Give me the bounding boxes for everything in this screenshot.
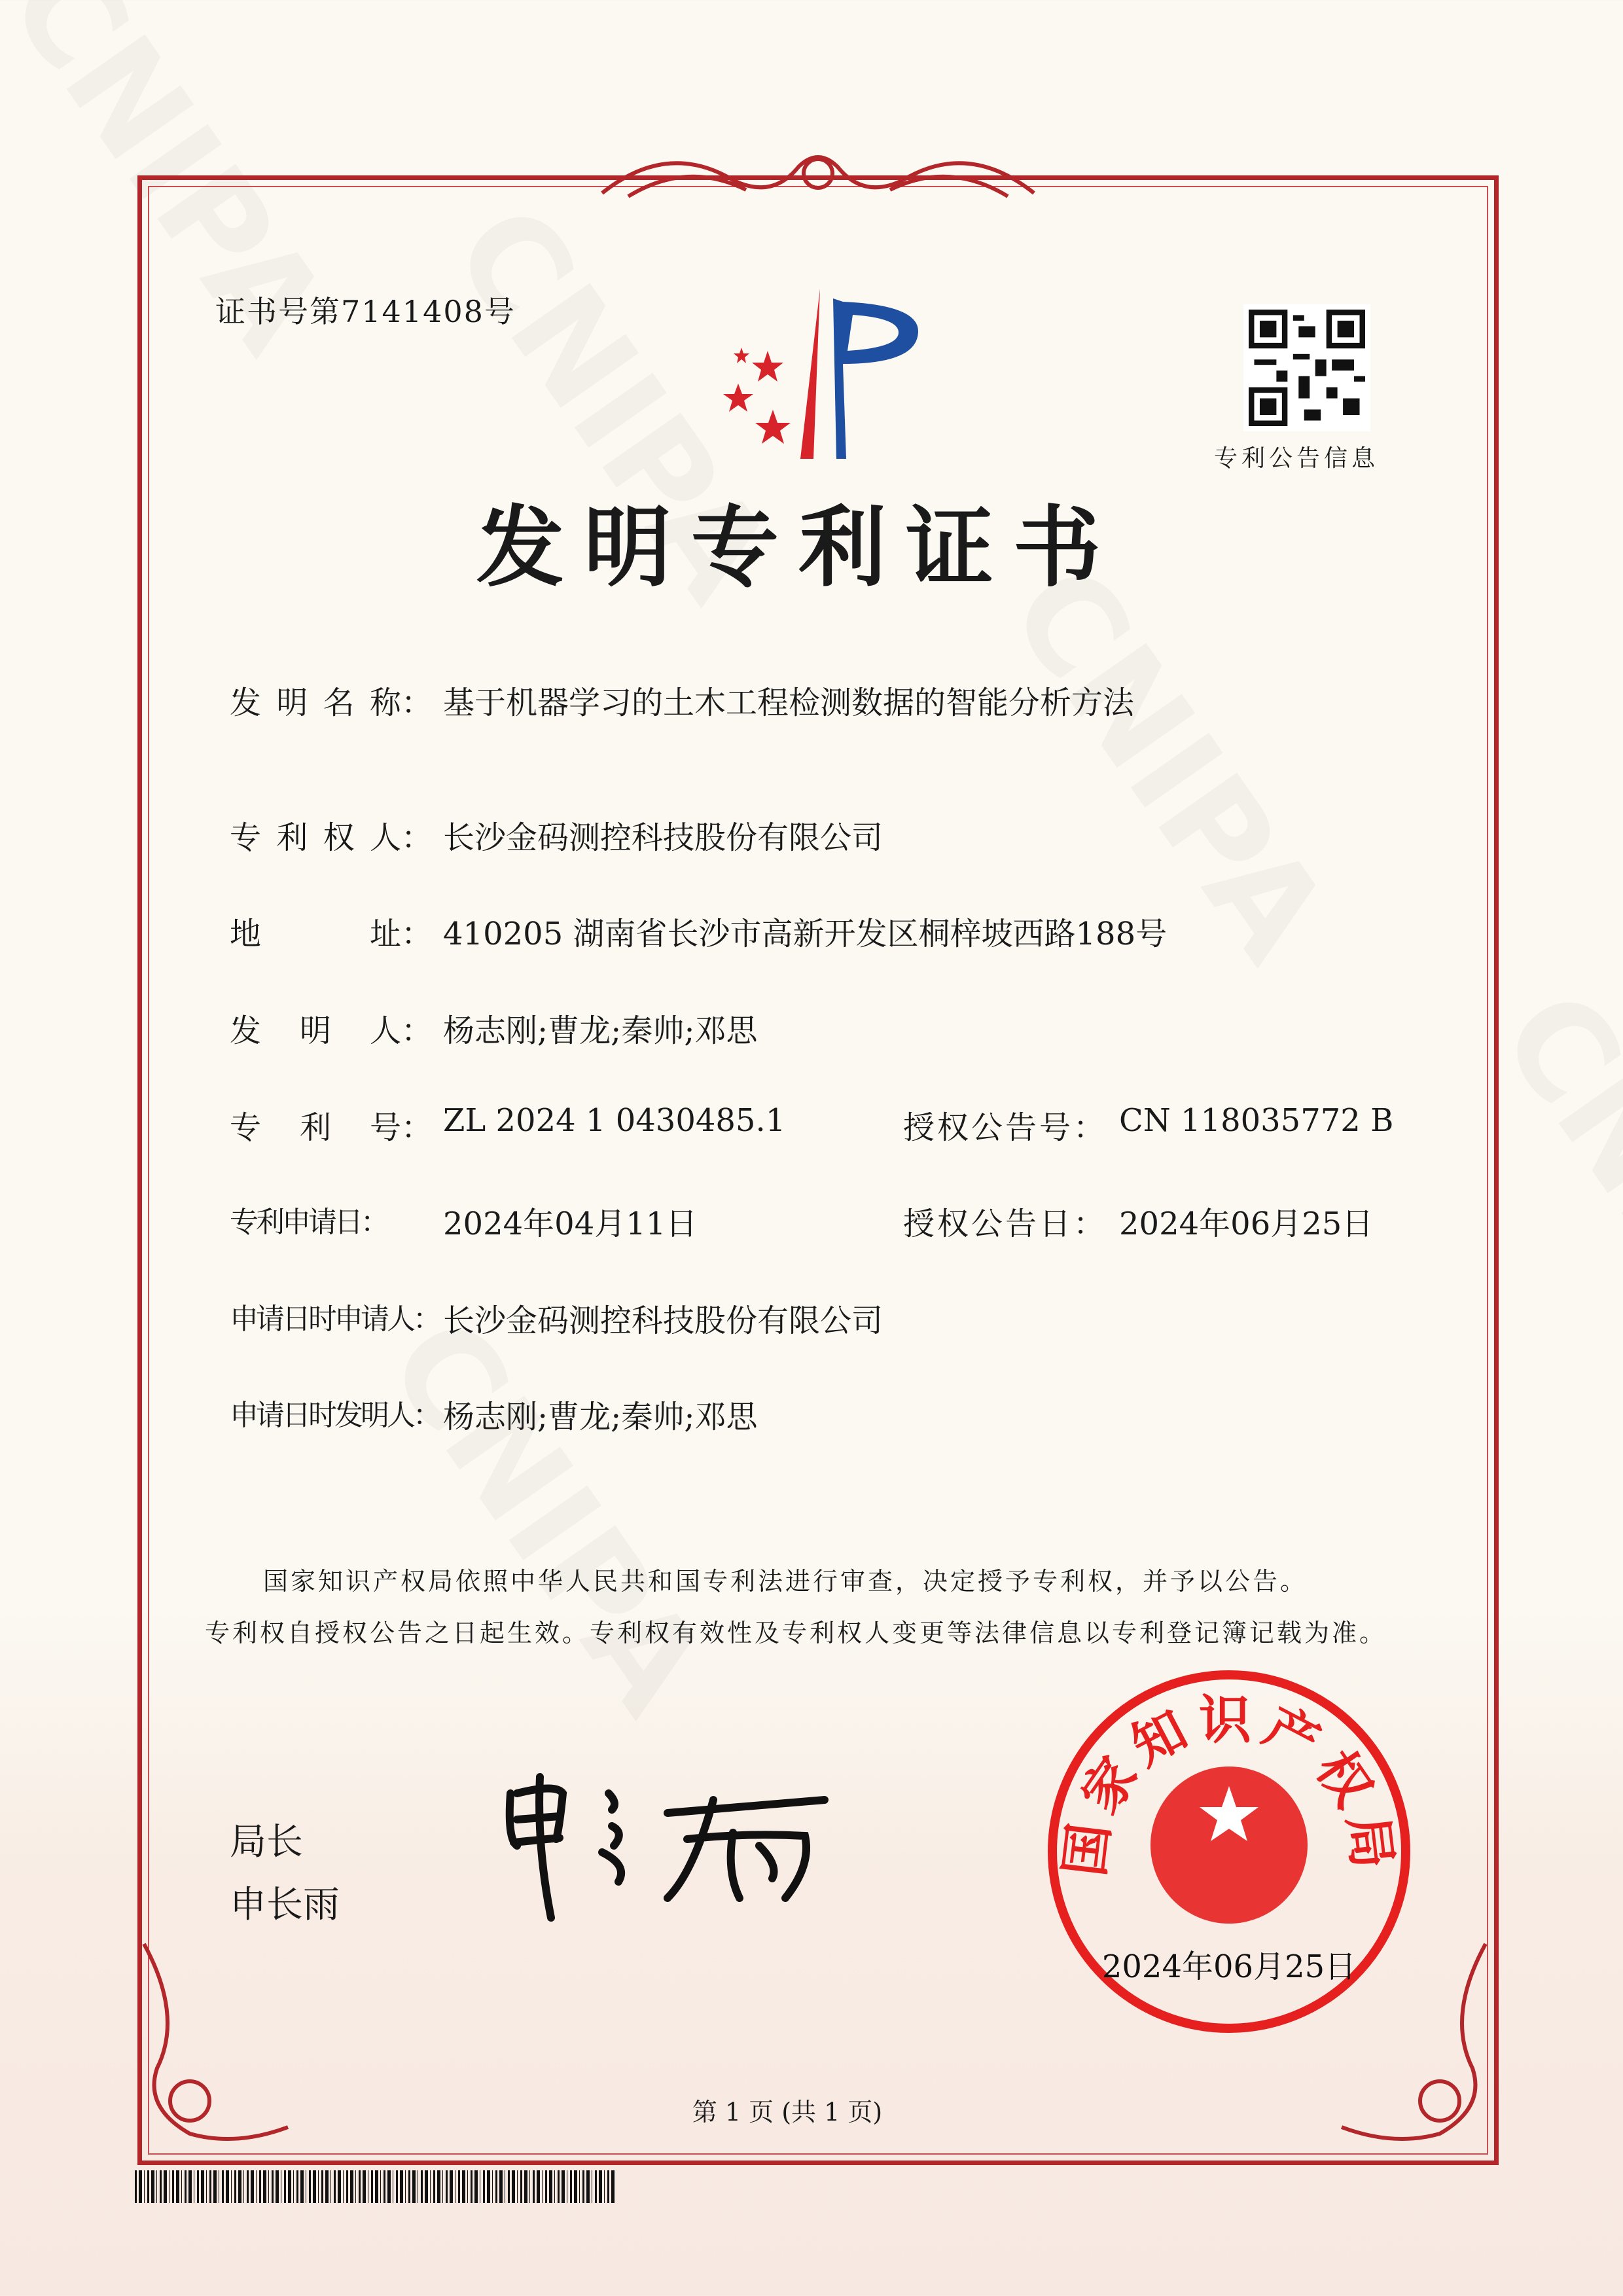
field-label-part: 明	[276, 685, 308, 721]
field-label-part: 专利申请日：	[230, 1206, 387, 1239]
field-label-part: 权	[323, 819, 355, 856]
statement-line-1: 国家知识产权局依照中华人民共和国专利法进行审查，决定授予专利权，并予以公告。	[263, 1567, 1308, 1596]
field-label	[230, 1391, 439, 1433]
field-label	[230, 1005, 433, 1050]
qr-code-icon	[1249, 310, 1365, 426]
seal-text: 国家知识产权局	[1054, 1689, 1404, 1880]
statement-line-2: 专利权自授权公告之日起生效。专利权有效性及专利权人变更等法律信息以专利登记簿记载为准。	[205, 1619, 1387, 1647]
field-label-part: 利	[299, 1109, 331, 1146]
field-value: 410205 湖南省长沙市高新开发区桐梓坡西路188号	[443, 916, 1168, 952]
field-label-part: 址：	[369, 916, 433, 952]
field-label-part: 申请日时申请人：	[230, 1302, 439, 1336]
field-label-part: 申请日时发明人：	[230, 1399, 439, 1432]
field-label-right: 授权公告号：	[903, 1109, 1108, 1146]
field-value: 杨志刚;曹龙;秦帅;邓思	[443, 1013, 758, 1049]
field-value: 杨志刚;曹龙;秦帅;邓思	[443, 1399, 758, 1435]
field-label-part: 地	[230, 916, 262, 952]
field-label	[230, 1295, 439, 1337]
signatory-title: 局长	[230, 1821, 303, 1863]
field-label	[230, 908, 433, 954]
field-label-part: 发	[230, 1013, 262, 1049]
field-label	[230, 1102, 433, 1147]
field-label	[230, 677, 433, 723]
field-value: ZL 2024 1 0430485.1	[443, 1102, 786, 1139]
certificate-number: 证书号第7141408号	[215, 294, 516, 329]
field-value: 长沙金码测控科技股份有限公司	[443, 819, 883, 856]
field-value-right: 2024年06月25日	[1119, 1206, 1374, 1242]
seal-date: 2024年06月25日	[1101, 1948, 1357, 1985]
barcode-icon	[135, 2170, 615, 2203]
field-label-part: 专	[230, 819, 262, 856]
qr-label: 专利公告信息	[1214, 445, 1380, 472]
page-number: 第 1 页 (共 1 页)	[692, 2098, 883, 2126]
qr-code[interactable]	[1243, 304, 1370, 431]
cnipa-logo-icon	[702, 285, 938, 462]
field-label-part: 名	[323, 685, 355, 721]
field-value: 长沙金码测控科技股份有限公司	[443, 1302, 883, 1339]
field-label-part: 人：	[369, 1013, 433, 1049]
field-value: 2024年04月11日	[443, 1206, 698, 1242]
field-label-part: 称：	[369, 685, 433, 721]
field-label-part: 发	[230, 685, 262, 721]
field-value: 基于机器学习的土木工程检测数据的智能分析方法	[443, 685, 1135, 721]
field-label-part: 人：	[369, 819, 433, 856]
signatory-name: 申长雨	[230, 1884, 340, 1926]
field-label-part: 号：	[369, 1109, 433, 1146]
field-label-right: 授权公告日：	[903, 1206, 1108, 1242]
top-ornament-icon	[589, 134, 1047, 213]
field-label-part: 明	[299, 1013, 331, 1049]
field-value-right: CN 118035772 B	[1119, 1102, 1394, 1139]
page-title: 发明专利证书	[476, 497, 1120, 599]
field-label-part: 专	[230, 1109, 262, 1146]
handwritten-signature	[497, 1767, 838, 1924]
field-label-part: 利	[276, 819, 308, 856]
field-label	[230, 1198, 433, 1240]
field-label	[230, 812, 433, 857]
